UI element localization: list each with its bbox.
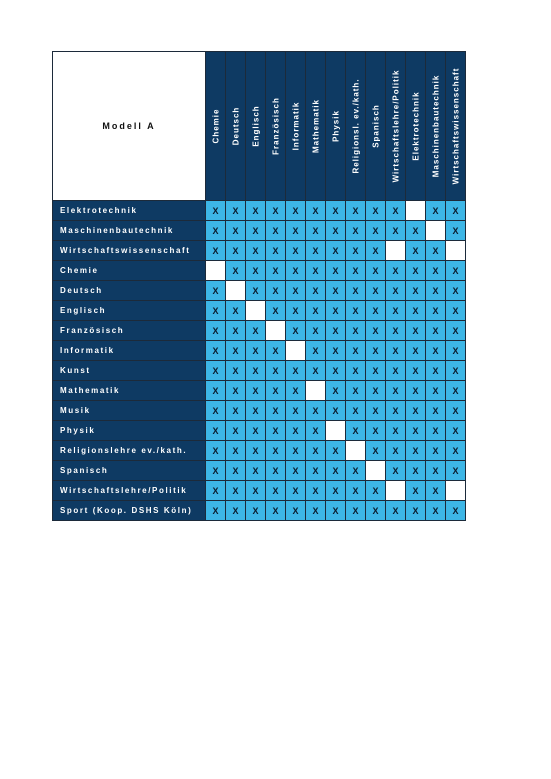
combination-allowed-cell: X: [226, 261, 246, 281]
combination-allowed-cell: X: [306, 201, 326, 221]
combination-allowed-cell: X: [206, 441, 226, 461]
combination-allowed-cell: X: [426, 301, 446, 321]
combination-allowed-cell: X: [386, 461, 406, 481]
combination-allowed-cell: X: [326, 221, 346, 241]
combination-allowed-cell: X: [206, 381, 226, 401]
table-row: [53, 281, 466, 301]
combination-allowed-cell: X: [406, 421, 426, 441]
combination-allowed-cell: X: [406, 401, 426, 421]
combination-allowed-cell: X: [446, 301, 466, 321]
combination-allowed-cell: X: [386, 361, 406, 381]
combination-allowed-cell: X: [446, 501, 466, 521]
combination-allowed-cell: X: [266, 341, 286, 361]
column-header: [286, 52, 306, 201]
row-header-label: Englisch: [53, 301, 206, 321]
combination-allowed-cell: X: [286, 301, 306, 321]
combination-allowed-cell: X: [266, 421, 286, 441]
combination-allowed-cell: X: [386, 221, 406, 241]
row-header-label: Wirtschaftswissenschaft: [53, 241, 206, 261]
combination-allowed-cell: X: [246, 501, 266, 521]
row-header-label: Musik: [53, 401, 206, 421]
combination-allowed-cell: X: [266, 241, 286, 261]
combination-allowed-cell: X: [366, 481, 386, 501]
combination-allowed-cell: X: [326, 241, 346, 261]
combination-allowed-cell: X: [446, 461, 466, 481]
combination-allowed-cell: X: [326, 461, 346, 481]
combination-excluded-cell: [246, 301, 266, 321]
combination-allowed-cell: X: [306, 361, 326, 381]
combination-allowed-cell: X: [386, 421, 406, 441]
combination-allowed-cell: X: [446, 381, 466, 401]
combination-allowed-cell: X: [206, 321, 226, 341]
table-row: [53, 461, 466, 481]
combination-allowed-cell: X: [246, 441, 266, 461]
combination-allowed-cell: X: [306, 321, 326, 341]
combination-allowed-cell: X: [226, 381, 246, 401]
combination-allowed-cell: X: [446, 321, 466, 341]
combination-allowed-cell: X: [346, 321, 366, 341]
combination-allowed-cell: X: [446, 361, 466, 381]
column-header-label: Elektrotechnik: [411, 91, 420, 161]
combination-allowed-cell: X: [446, 341, 466, 361]
combination-allowed-cell: X: [406, 501, 426, 521]
column-header-label: Chemie: [211, 108, 220, 144]
row-header-label: Elektrotechnik: [53, 201, 206, 221]
combination-allowed-cell: X: [226, 441, 246, 461]
row-header-label: Maschinenbautechnik: [53, 221, 206, 241]
combination-excluded-cell: [446, 481, 466, 501]
combination-allowed-cell: X: [426, 241, 446, 261]
combination-allowed-cell: X: [386, 501, 406, 521]
combination-allowed-cell: X: [386, 441, 406, 461]
combination-allowed-cell: X: [326, 261, 346, 281]
table-row: [53, 261, 466, 281]
combination-allowed-cell: X: [306, 481, 326, 501]
column-header: [386, 52, 406, 201]
row-header-label: Physik: [53, 421, 206, 441]
combination-allowed-cell: X: [446, 281, 466, 301]
combination-excluded-cell: [306, 381, 326, 401]
combination-allowed-cell: X: [366, 241, 386, 261]
combination-allowed-cell: X: [366, 261, 386, 281]
row-header-label: Deutsch: [53, 281, 206, 301]
column-header: [306, 52, 326, 201]
column-header: [446, 52, 466, 201]
combination-allowed-cell: X: [426, 401, 446, 421]
column-header-label: Wirtschaftswissenschaft: [451, 67, 460, 185]
combination-allowed-cell: X: [406, 301, 426, 321]
column-header-label: Englisch: [251, 105, 260, 147]
column-header-label: Maschinenbautechnik: [431, 74, 440, 178]
combination-allowed-cell: X: [326, 341, 346, 361]
combination-allowed-cell: X: [346, 401, 366, 421]
combination-allowed-cell: X: [226, 421, 246, 441]
combination-allowed-cell: X: [266, 481, 286, 501]
row-header-label: Sport (Koop. DSHS Köln): [53, 501, 206, 521]
table-row: [53, 301, 466, 321]
combination-allowed-cell: X: [266, 501, 286, 521]
combination-allowed-cell: X: [346, 461, 366, 481]
column-header-label: Religionsl. ev./kath.: [351, 78, 360, 174]
combination-allowed-cell: X: [206, 461, 226, 481]
combination-allowed-cell: X: [306, 441, 326, 461]
combination-allowed-cell: X: [226, 401, 246, 421]
combination-excluded-cell: [226, 281, 246, 301]
combination-allowed-cell: X: [286, 421, 306, 441]
combination-allowed-cell: X: [246, 221, 266, 241]
combination-allowed-cell: X: [366, 301, 386, 321]
combination-allowed-cell: X: [426, 341, 446, 361]
combination-allowed-cell: X: [346, 341, 366, 361]
combination-allowed-cell: X: [346, 481, 366, 501]
table-row: [53, 341, 466, 361]
combination-allowed-cell: X: [286, 501, 306, 521]
combination-excluded-cell: [386, 481, 406, 501]
column-header-label: Deutsch: [231, 106, 240, 146]
table-row: [53, 441, 466, 461]
combination-allowed-cell: X: [246, 321, 266, 341]
row-header-label: Religionslehre ev./kath.: [53, 441, 206, 461]
combination-allowed-cell: X: [366, 341, 386, 361]
combination-allowed-cell: X: [346, 421, 366, 441]
table-row: [53, 481, 466, 501]
combination-allowed-cell: X: [326, 301, 346, 321]
combination-allowed-cell: X: [246, 361, 266, 381]
combination-excluded-cell: [326, 421, 346, 441]
combination-allowed-cell: X: [306, 221, 326, 241]
combination-allowed-cell: X: [306, 401, 326, 421]
combination-allowed-cell: X: [366, 201, 386, 221]
table-row: [53, 401, 466, 421]
combination-allowed-cell: X: [266, 401, 286, 421]
row-header-label: Kunst: [53, 361, 206, 381]
combination-allowed-cell: X: [326, 381, 346, 401]
combination-allowed-cell: X: [366, 221, 386, 241]
combination-allowed-cell: X: [326, 441, 346, 461]
combination-allowed-cell: X: [426, 361, 446, 381]
combination-allowed-cell: X: [386, 321, 406, 341]
combination-allowed-cell: X: [366, 321, 386, 341]
combination-allowed-cell: X: [426, 261, 446, 281]
column-header-row: [53, 52, 466, 201]
combination-allowed-cell: X: [286, 481, 306, 501]
combination-allowed-cell: X: [266, 301, 286, 321]
combination-allowed-cell: X: [266, 381, 286, 401]
column-header-label: Französisch: [271, 97, 280, 155]
table-row: [53, 361, 466, 381]
column-header: [266, 52, 286, 201]
combination-allowed-cell: X: [426, 321, 446, 341]
combination-allowed-cell: X: [426, 481, 446, 501]
combination-allowed-cell: X: [306, 341, 326, 361]
row-header-label: Chemie: [53, 261, 206, 281]
combination-allowed-cell: X: [306, 501, 326, 521]
combination-allowed-cell: X: [346, 381, 366, 401]
combination-allowed-cell: X: [246, 461, 266, 481]
combination-allowed-cell: X: [286, 261, 306, 281]
column-header-label: Spanisch: [371, 104, 380, 148]
combination-allowed-cell: X: [366, 421, 386, 441]
combination-allowed-cell: X: [286, 281, 306, 301]
combination-allowed-cell: X: [246, 421, 266, 441]
row-header-label: Wirtschaftslehre/Politik: [53, 481, 206, 501]
combination-allowed-cell: X: [406, 341, 426, 361]
combination-allowed-cell: X: [366, 361, 386, 381]
combination-allowed-cell: X: [206, 481, 226, 501]
combination-allowed-cell: X: [326, 501, 346, 521]
table-row: [53, 221, 466, 241]
combination-allowed-cell: X: [206, 401, 226, 421]
combination-allowed-cell: X: [346, 241, 366, 261]
combination-excluded-cell: [426, 221, 446, 241]
combination-allowed-cell: X: [446, 201, 466, 221]
combination-allowed-cell: X: [386, 281, 406, 301]
combination-allowed-cell: X: [346, 501, 366, 521]
combination-allowed-cell: X: [246, 241, 266, 261]
combination-allowed-cell: X: [366, 381, 386, 401]
table-body: [53, 201, 466, 521]
combination-allowed-cell: X: [346, 281, 366, 301]
combination-allowed-cell: X: [406, 281, 426, 301]
combination-allowed-cell: X: [406, 221, 426, 241]
combination-allowed-cell: X: [406, 241, 426, 261]
combination-allowed-cell: X: [246, 381, 266, 401]
combination-allowed-cell: X: [426, 501, 446, 521]
combination-allowed-cell: X: [346, 301, 366, 321]
combination-allowed-cell: X: [226, 361, 246, 381]
combination-allowed-cell: X: [246, 481, 266, 501]
table-row: [53, 421, 466, 441]
combination-allowed-cell: X: [206, 501, 226, 521]
combination-allowed-cell: X: [406, 321, 426, 341]
column-header: [366, 52, 386, 201]
combination-excluded-cell: [366, 461, 386, 481]
combination-allowed-cell: X: [266, 201, 286, 221]
combination-allowed-cell: X: [286, 241, 306, 261]
combination-allowed-cell: X: [266, 261, 286, 281]
combination-allowed-cell: X: [286, 461, 306, 481]
combination-allowed-cell: X: [206, 341, 226, 361]
combination-excluded-cell: [386, 241, 406, 261]
combination-allowed-cell: X: [266, 361, 286, 381]
combination-allowed-cell: X: [226, 301, 246, 321]
combination-allowed-cell: X: [226, 341, 246, 361]
combination-allowed-cell: X: [226, 321, 246, 341]
row-header-label: Französisch: [53, 321, 206, 341]
combination-allowed-cell: X: [366, 281, 386, 301]
combination-allowed-cell: X: [386, 301, 406, 321]
combination-allowed-cell: X: [446, 221, 466, 241]
combination-allowed-cell: X: [226, 201, 246, 221]
row-header-label: Spanisch: [53, 461, 206, 481]
combination-allowed-cell: X: [366, 501, 386, 521]
combination-allowed-cell: X: [206, 241, 226, 261]
column-header: [246, 52, 266, 201]
combination-allowed-cell: X: [426, 381, 446, 401]
combination-allowed-cell: X: [406, 461, 426, 481]
combination-allowed-cell: X: [246, 261, 266, 281]
combination-allowed-cell: X: [426, 441, 446, 461]
combination-allowed-cell: X: [206, 221, 226, 241]
combination-allowed-cell: X: [286, 201, 306, 221]
combination-allowed-cell: X: [246, 401, 266, 421]
combination-allowed-cell: X: [346, 361, 366, 381]
combination-allowed-cell: X: [306, 281, 326, 301]
combination-allowed-cell: X: [346, 221, 366, 241]
table-row: [53, 241, 466, 261]
combination-excluded-cell: [266, 321, 286, 341]
combination-allowed-cell: X: [446, 441, 466, 461]
combination-allowed-cell: X: [286, 221, 306, 241]
table-row: [53, 321, 466, 341]
combination-allowed-cell: X: [306, 421, 326, 441]
combination-allowed-cell: X: [406, 481, 426, 501]
combination-allowed-cell: X: [246, 281, 266, 301]
combination-allowed-cell: X: [426, 201, 446, 221]
combination-allowed-cell: X: [286, 381, 306, 401]
combination-allowed-cell: X: [346, 201, 366, 221]
combination-allowed-cell: X: [346, 261, 366, 281]
combination-allowed-cell: X: [326, 481, 346, 501]
combination-excluded-cell: [206, 261, 226, 281]
combination-allowed-cell: X: [246, 341, 266, 361]
combination-allowed-cell: X: [426, 421, 446, 441]
table-title: Modell A: [53, 52, 206, 201]
combination-allowed-cell: X: [286, 361, 306, 381]
combination-allowed-cell: X: [286, 401, 306, 421]
column-header-label: Informatik: [291, 101, 300, 151]
combination-allowed-cell: X: [326, 281, 346, 301]
column-header-label: Physik: [331, 110, 340, 142]
combination-allowed-cell: X: [246, 201, 266, 221]
combination-allowed-cell: X: [226, 221, 246, 241]
combination-allowed-cell: X: [386, 401, 406, 421]
combination-allowed-cell: X: [426, 461, 446, 481]
combination-allowed-cell: X: [266, 281, 286, 301]
combination-allowed-cell: X: [206, 201, 226, 221]
combination-allowed-cell: X: [446, 261, 466, 281]
combination-allowed-cell: X: [266, 441, 286, 461]
combination-allowed-cell: X: [266, 461, 286, 481]
combination-allowed-cell: X: [326, 361, 346, 381]
combination-allowed-cell: X: [226, 481, 246, 501]
combination-excluded-cell: [406, 201, 426, 221]
combination-allowed-cell: X: [406, 381, 426, 401]
combination-allowed-cell: X: [326, 321, 346, 341]
combination-allowed-cell: X: [326, 401, 346, 421]
table-row: [53, 201, 466, 221]
combination-allowed-cell: X: [206, 361, 226, 381]
combination-allowed-cell: X: [226, 501, 246, 521]
combination-excluded-cell: [286, 341, 306, 361]
combination-allowed-cell: X: [386, 381, 406, 401]
combination-allowed-cell: X: [226, 241, 246, 261]
column-header: [346, 52, 366, 201]
combination-allowed-cell: X: [286, 441, 306, 461]
column-header-label: Wirtschaftslehre/Politik: [391, 69, 400, 183]
combination-allowed-cell: X: [386, 261, 406, 281]
combination-allowed-cell: X: [206, 421, 226, 441]
combination-allowed-cell: X: [326, 201, 346, 221]
combination-allowed-cell: X: [266, 221, 286, 241]
combination-allowed-cell: X: [386, 341, 406, 361]
column-header: [226, 52, 246, 201]
combination-allowed-cell: X: [226, 461, 246, 481]
combination-allowed-cell: X: [406, 441, 426, 461]
column-header: [426, 52, 446, 201]
combination-excluded-cell: [346, 441, 366, 461]
combination-allowed-cell: X: [426, 281, 446, 301]
combination-allowed-cell: X: [406, 261, 426, 281]
combination-allowed-cell: X: [206, 281, 226, 301]
combination-allowed-cell: X: [306, 261, 326, 281]
table-row: [53, 381, 466, 401]
column-header: [206, 52, 226, 201]
subject-combination-table: [52, 51, 466, 521]
table-row: [53, 501, 466, 521]
combination-allowed-cell: X: [446, 421, 466, 441]
combination-allowed-cell: X: [406, 361, 426, 381]
row-header-label: Informatik: [53, 341, 206, 361]
combination-allowed-cell: X: [306, 301, 326, 321]
column-header: [326, 52, 346, 201]
column-header-label: Mathematik: [311, 98, 320, 154]
row-header-label: Mathematik: [53, 381, 206, 401]
combination-allowed-cell: X: [286, 321, 306, 341]
combination-allowed-cell: X: [306, 461, 326, 481]
combination-allowed-cell: X: [386, 201, 406, 221]
column-header: [406, 52, 426, 201]
combination-allowed-cell: X: [306, 241, 326, 261]
combination-excluded-cell: [446, 241, 466, 261]
combination-allowed-cell: X: [366, 441, 386, 461]
combination-allowed-cell: X: [366, 401, 386, 421]
combination-allowed-cell: X: [206, 301, 226, 321]
combination-allowed-cell: X: [446, 401, 466, 421]
